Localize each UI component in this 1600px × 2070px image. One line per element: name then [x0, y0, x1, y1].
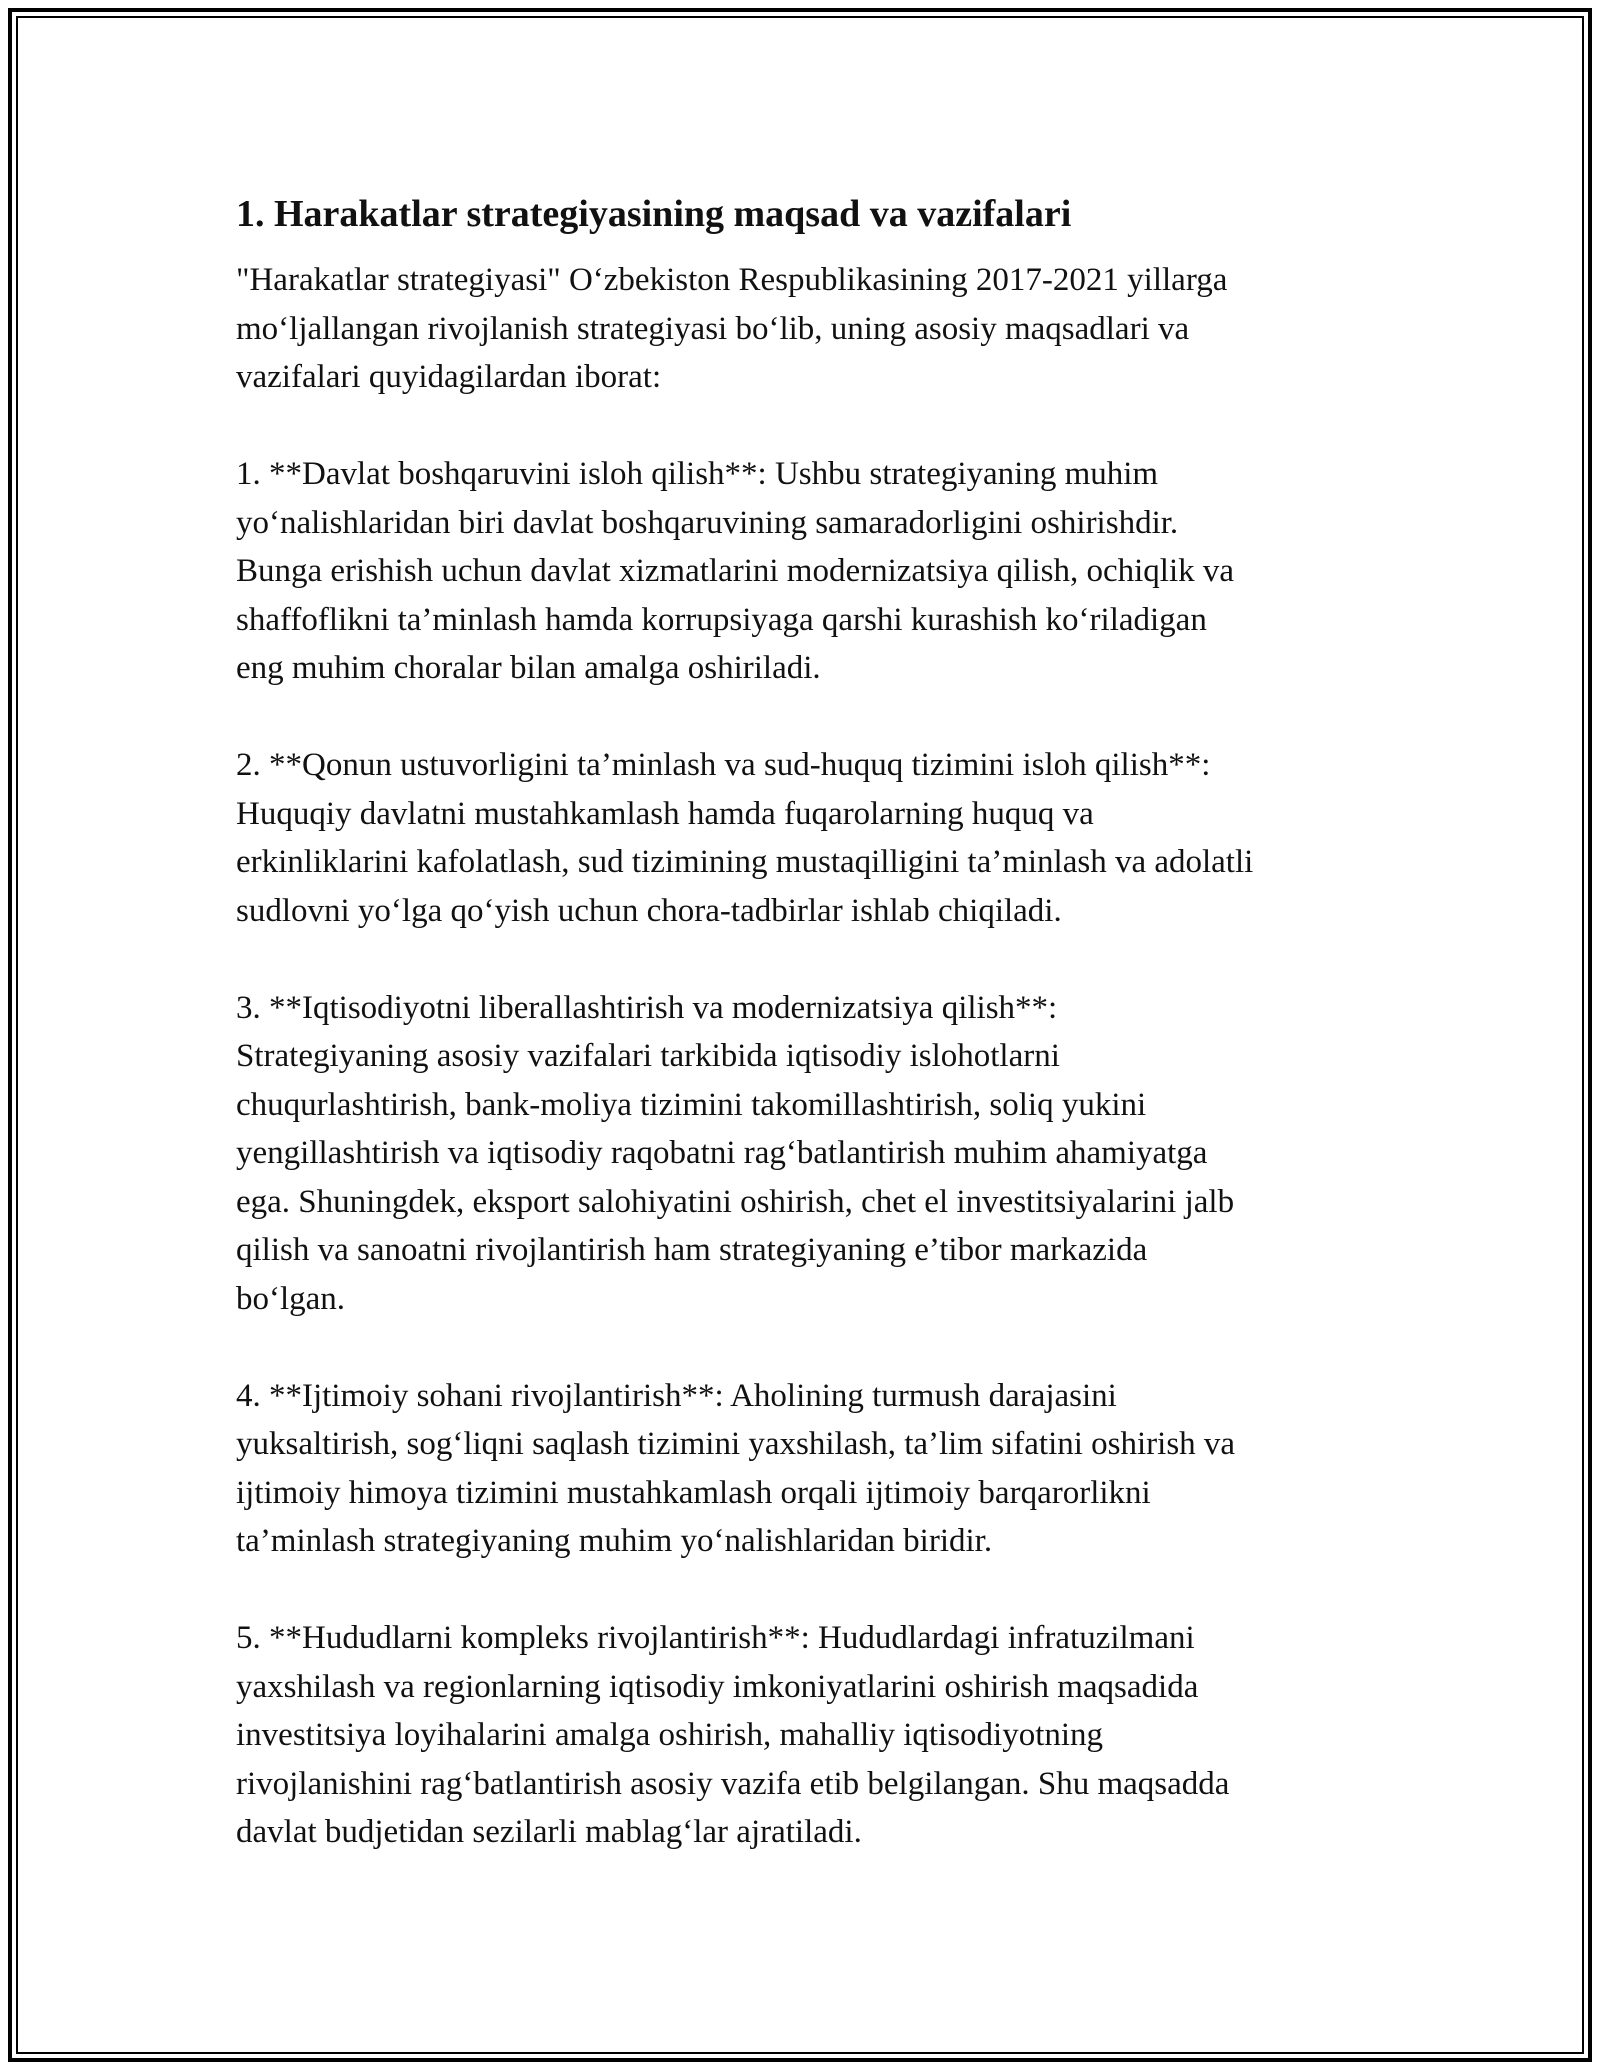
section-heading: 1. Harakatlar strategiyasining maqsad va vazifalari — [236, 193, 1072, 235]
list-item-4-paragraph: 4. **Ijtimoiy sohani rivojlantirish**: Aholining turmush darajasini yuksaltirish, sog‘liqni saqlash tizimini yaxshilash, ta’lim sifatini oshirish va ijtimoiy himoya tizimini mustahkamlash orqali ijtimoiy barqarorlikni ta’minlash strategiyaning muhim yo‘nalishlaridan biridir. — [236, 1377, 1236, 1559]
list-item-5-paragraph: 5. **Hududlarni kompleks rivojlantirish**: Hududlardagi infratuzilmani yaxshilash va regionlarning iqtisodiy imkoniyatlarini oshirish maqsadida investitsiya loyihalarini amalga oshirish, mahalliy iqtisodiyotning rivojlanishini rag‘batlantirish asosiy vazifa etib belgilangan. Shu maqsadda davlat budjetidan sezilarli mablag‘lar ajratiladi. — [236, 1620, 1230, 1850]
list-item-2-paragraph: 2. **Qonun ustuvorligini ta’minlash va sud-huquq tizimini isloh qilish**: Huquqiy davlatni mustahkamlash hamda fuqarolarning huquq va erkinliklarini kafolatlash, sud tizimining mustaqilligini ta’minlash va adolatli sudlovni yo‘lga qo‘yish uchun chora-tadbirlar ishlab chiqiladi. — [236, 747, 1254, 929]
list-item-1-paragraph: 1. **Davlat boshqaruvini isloh qilish**: Ushbu strategiyaning muhim yo‘nalishlaridan biri davlat boshqaruvining samaradorligini oshirishdir. Bunga erishish uchun davlat xizmatlarini modernizatsiya qilish, ochiqlik va shaffoflikni ta’minlash hamda korrupsiyaga qarshi kurashish ko‘riladigan eng muhim choralar bilan amalga oshiriladi. — [236, 456, 1235, 686]
document-body — [236, 186, 1386, 1905]
intro-paragraph: "Harakatlar strategiyasi" O‘zbekiston Respublikasining 2017-2021 yillarga mo‘ljallangan rivojlanish strategiyasi bo‘lib, uning asosiy maqsadlari va vazifalari quyidagilardan iborat: — [236, 262, 1228, 395]
list-item-3-paragraph: 3. **Iqtisodiyotni liberallashtirish va modernizatsiya qilish**: Strategiyaning asosiy vazifalari tarkibida iqtisodiy islohotlarni chuqurlashtirish, bank-moliya tizimini takomillashtirish, soliq yukini yengillashtirish va iqtisodiy raqobatni rag‘batlantirish muhim ahamiyatga ega. Shuningdek, eksport salohiyatini oshirish, chet el investitsiyalarini jalb qilish va sanoatni rivojlantirish ham strategiyaning e’tibor markazida bo‘lgan. — [236, 989, 1235, 1317]
